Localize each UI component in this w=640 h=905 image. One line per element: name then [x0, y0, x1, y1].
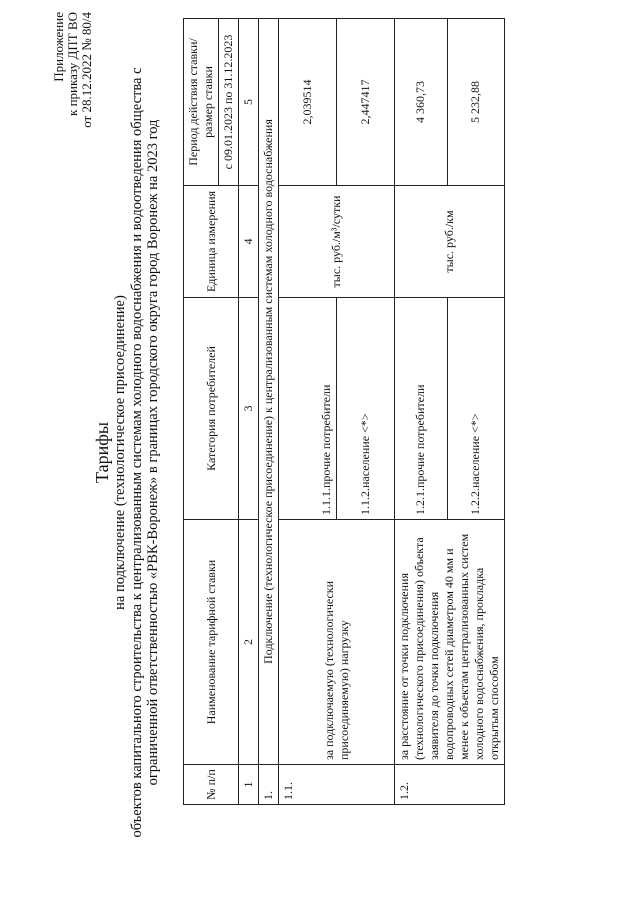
- index-cell: 3: [239, 298, 259, 520]
- index-cell: 4: [239, 186, 259, 298]
- index-cell: 1: [239, 765, 259, 805]
- category-cell: [447, 298, 504, 520]
- value-cell: 4 360,73: [395, 19, 448, 186]
- header-num: № п/п: [184, 765, 239, 805]
- row-num: 1.2.: [395, 765, 505, 805]
- header-name: Наименование тарифной ставки: [184, 520, 239, 765]
- sub-num: 1.2.1.: [413, 488, 428, 515]
- header-period-range: с 09.01.2023 по 31.12.2023: [219, 19, 239, 186]
- unit-cell: тыс. руб./м³/сутки: [279, 186, 395, 298]
- table-row: [279, 19, 337, 805]
- header-period: Период действия ставки/размер ставки: [184, 19, 219, 186]
- title-line-3: объектов капитального строительства к централизованным системам холодного водоснабжения и водоотведения общества с: [128, 67, 145, 838]
- index-cell: 5: [239, 19, 259, 186]
- index-cell: 2: [239, 520, 259, 765]
- unit-cell: тыс. руб./км: [395, 186, 505, 298]
- appendix-line-3: от 28.12.2022 № 80/4: [79, 12, 94, 128]
- header-row: [184, 19, 219, 805]
- category-cell: [395, 298, 448, 520]
- table-row: [395, 19, 448, 805]
- appendix-line-2: к приказу ДПТ ВО: [65, 12, 80, 116]
- row-num: 1.1.: [279, 765, 395, 805]
- section-num: 1.: [259, 765, 279, 805]
- title-line-4: ограниченной ответственностью «РВК-Воронеж» в границах городского округа город Воронеж на 2023 год: [145, 119, 161, 786]
- appendix-line-1: Приложение: [51, 12, 66, 82]
- category-cell: [337, 298, 395, 520]
- rate-name: за подключаемую (технологически присоединяемую) нагрузку: [279, 520, 395, 765]
- category-label: население <*>: [358, 413, 372, 488]
- category-label: прочие потребители: [413, 384, 428, 488]
- title-line-2: на подключение (технологическое присоединение): [112, 295, 128, 610]
- appendix-header: [52, 12, 94, 128]
- document-title: [92, 0, 162, 905]
- category-cell: [279, 298, 337, 520]
- section-row: [259, 19, 279, 805]
- sub-num: 1.2.2.: [468, 488, 483, 515]
- value-cell: 2,447417: [337, 19, 395, 186]
- title-line-1: Тарифы: [92, 422, 112, 483]
- value-cell: 2,039514: [279, 19, 337, 186]
- rate-name: за расстояние от точки подключения (технологического присоединения) объекта заявителя до точки подключения водопроводных сетей диаметром 40 мм и менее к объектам централизованных систем холодного водоснабжения, прокладка открытым способом: [395, 520, 505, 765]
- category-label: прочие потребители: [319, 384, 333, 488]
- tariff-table: [183, 18, 505, 805]
- header-category: Категория потребителей: [184, 298, 239, 520]
- index-row: [239, 19, 259, 805]
- section-title: Подключение (технологическое присоединение) к централизованным системам холодного водоснабжения: [259, 19, 279, 765]
- category-label: население <*>: [468, 413, 483, 488]
- header-unit: Единица измерения: [184, 186, 239, 298]
- sub-num: 1.1.2.: [358, 488, 372, 515]
- sub-num: 1.1.1.: [319, 488, 333, 515]
- value-cell: 5 232,88: [447, 19, 504, 186]
